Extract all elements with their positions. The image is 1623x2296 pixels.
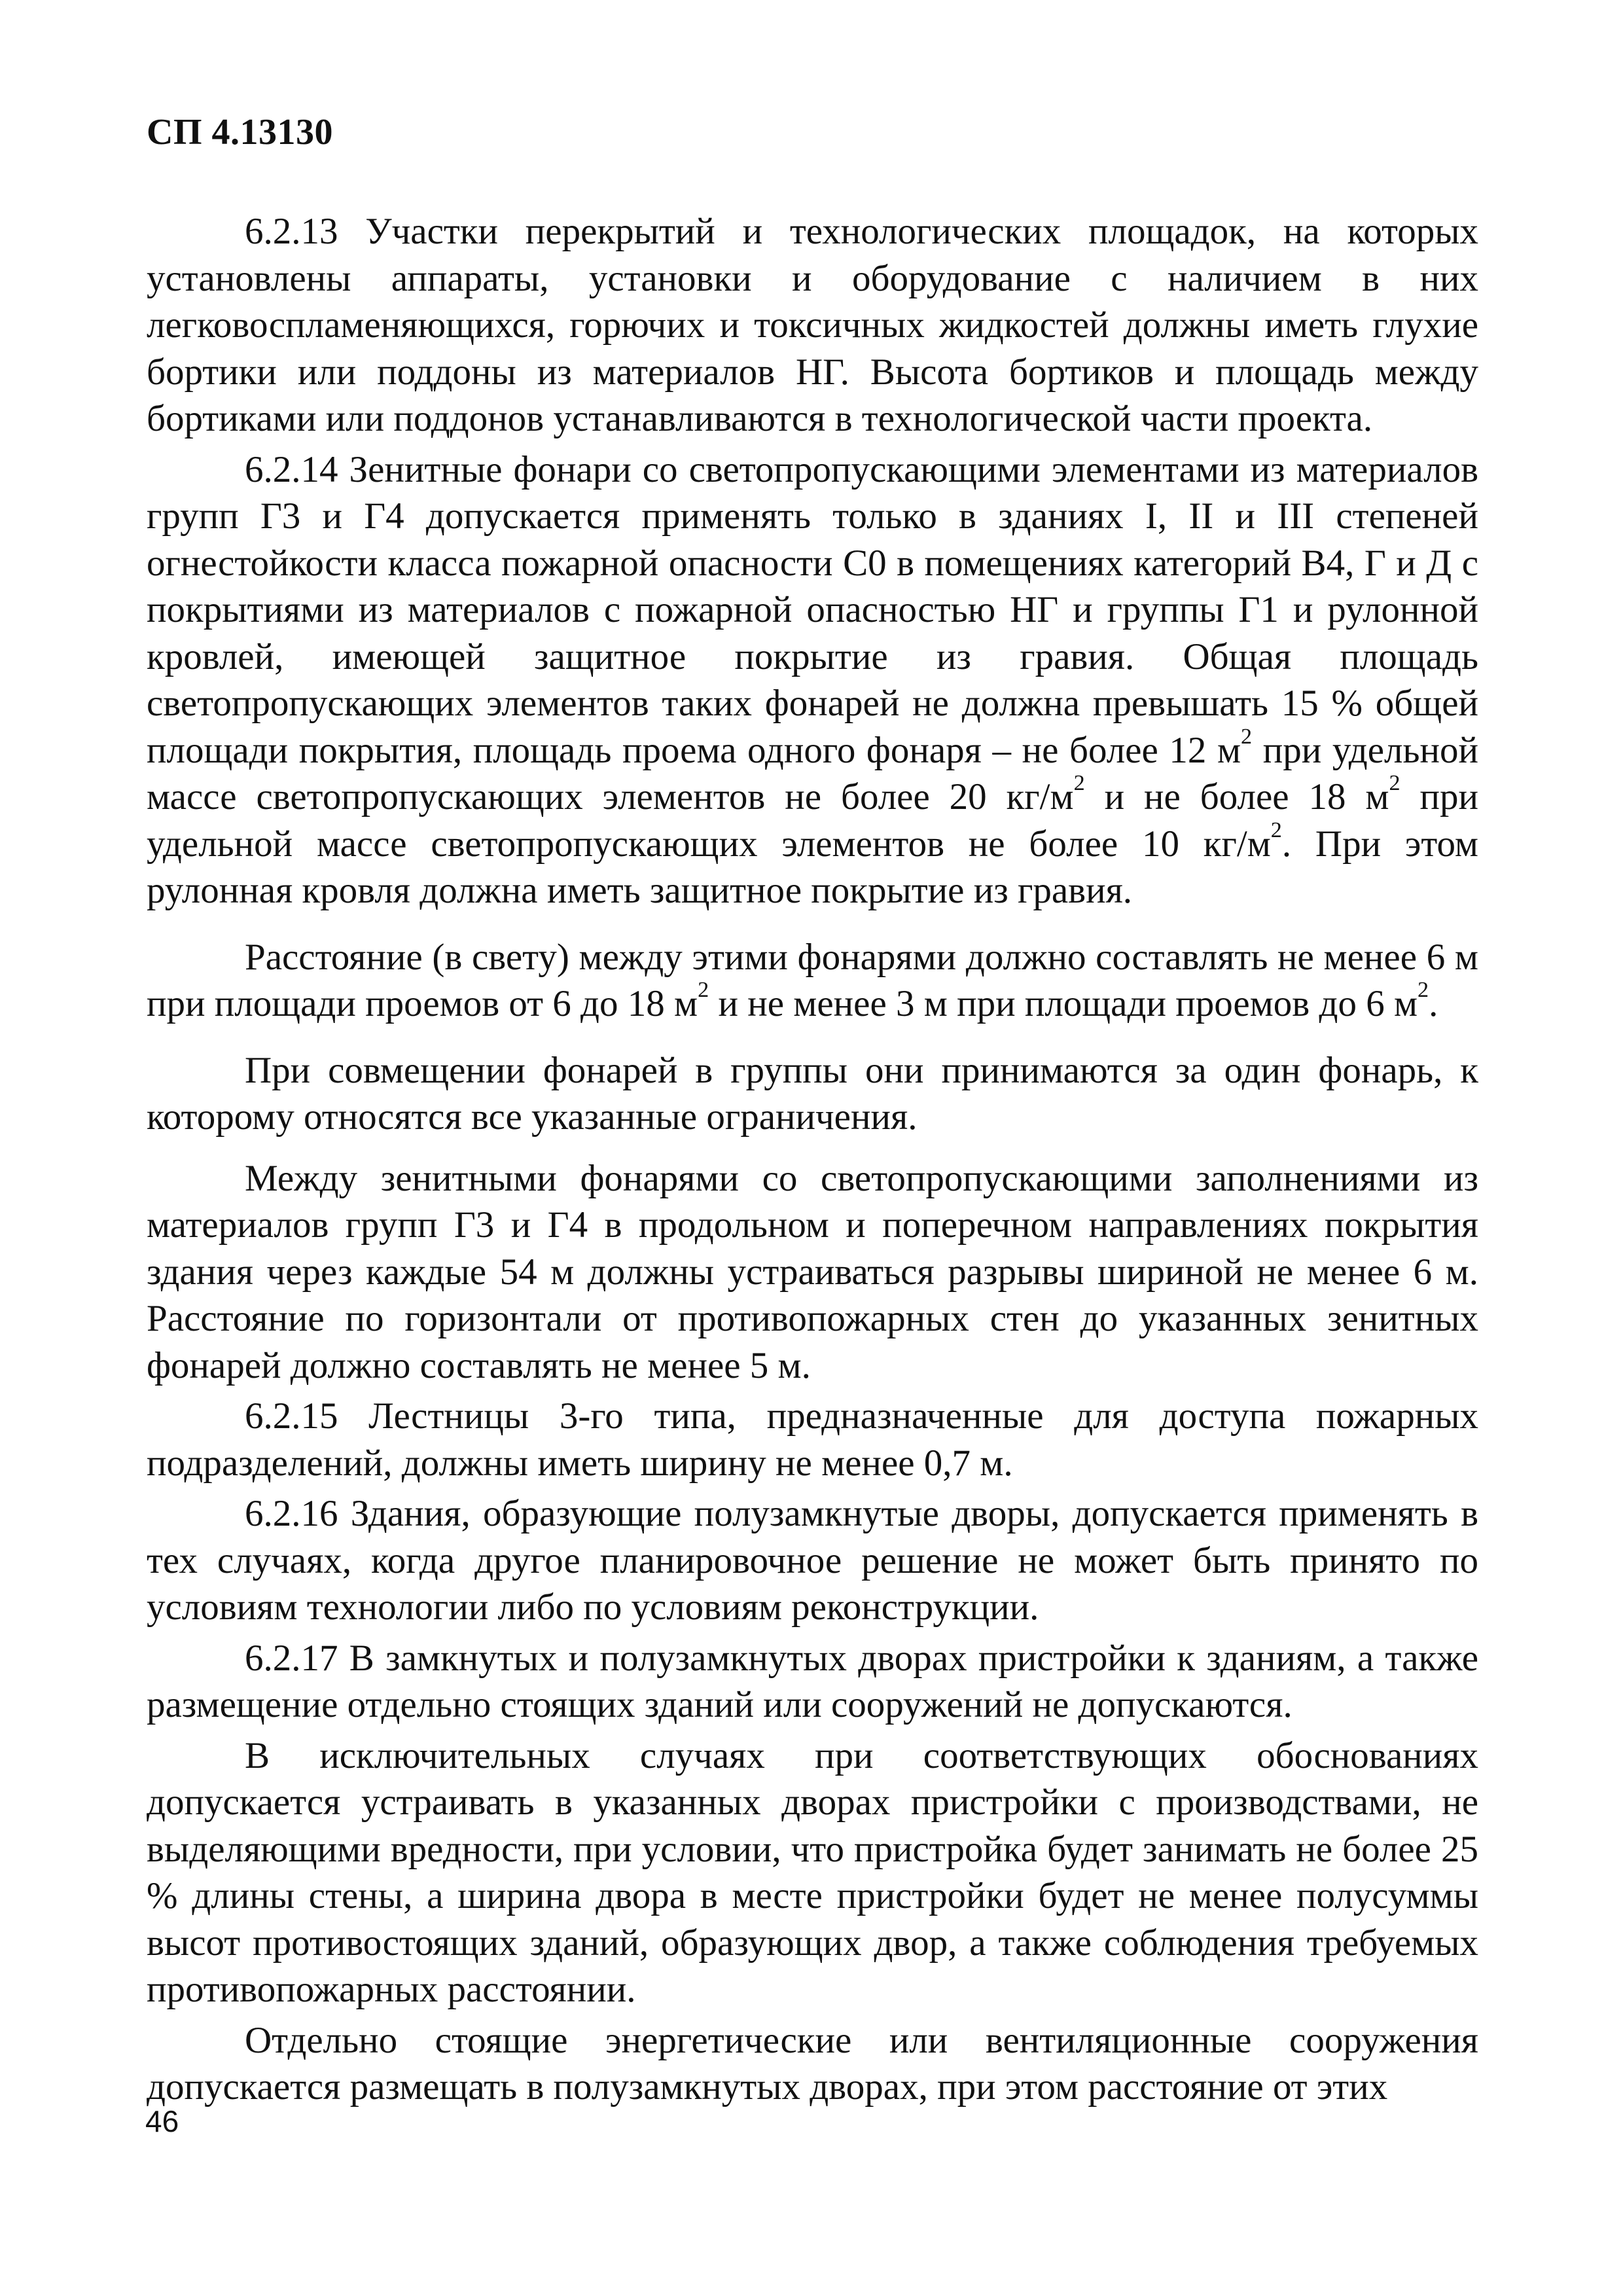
clause-6-2-16: 6.2.16 Здания, образующие полузамкнутые дворы, допускается применять в тех случаях, когда другое планировочное решение не может быть принято по условиям технологии либо по условиям реконструкции. [147,1493,1478,1628]
clause-6-2-14-text-e: . При этом рулонная кровля должна иметь защитное покрытие из гравия. [147,823,1478,911]
clause-6-2-15: 6.2.15 Лестницы 3-го типа, предназначенные для доступа пожарных подразделений, должны иметь ширину не менее 0,7 м. [147,1395,1478,1484]
superscript-2: 2 [1389,770,1400,795]
lantern-distance-text-a: Расстояние (в свету) между этими фонарями должно составлять не менее 6 м при площади проемов от 6 до 18 м [147,936,1478,1024]
clause-6-2-17: 6.2.17 В замкнутых и полузамкнутых дворах пристройки к зданиям, а также размещение отдельно стоящих зданий или сооружений не допускаются. [147,1637,1478,1725]
lantern-distance-text-b: и не менее 3 м при площади проемов до 6 м [709,983,1418,1024]
exceptional-cases-paragraph: В исключительных случаях при соответствующих обоснованиях допускается устраивать в указанных дворах пристройки с производствами, не выделяющими вредности, при условии, что пристройка будет занимать не более 25 % длины стены, а ширина двора в месте пристройки будет не менее полусуммы высот противостоящих зданий, образующих двор, а также соблюдения требуемых противопожарных расстоянии. [147,1734,1478,2010]
clause-6-2-14-text-b: при удельной массе светопропускающих элементов не более 20 кг/м [147,729,1478,817]
lantern-grouping-paragraph: При совмещении фонарей в группы они принимаются за один фонарь, к которому относятся все указанные ограничения. [147,1049,1478,1138]
clause-6-2-14-text-c: и не более 18 м [1084,776,1389,817]
clause-6-2-14-text-a: 6.2.14 Зенитные фонари со светопропускающими элементами из материалов групп Г3 и Г4 допускается применять только в зданиях I, II и III степеней огнестойкости класса пожарной опасности С0 в помещениях категорий В4, Г и Д с покрытиями из материалов с пожарной опасностью НГ и группы Г1 и рулонной кровлей, имеющей защитное покрытие из гравия. Общая площадь светопропускающих элементов таких фонарей не должна превышать 15 % общей площади покрытия, площадь проема одного фонаря – не более 12 м [147,448,1478,771]
superscript-2: 2 [1270,817,1282,842]
superscript-2: 2 [1073,770,1085,795]
superscript-2: 2 [698,977,709,1002]
clause-6-2-14-text-d: при удельной массе светопропускающих элементов не более 10 кг/м [147,776,1478,865]
lantern-gaps-paragraph: Между зенитными фонарями со светопропускающими заполнениями из материалов групп Г3 и Г4 в продольном и поперечном направлениях покрытия здания через каждые 54 м должны устраиваться разрывы шириной не менее 6 м. Расстояние по горизонтали от противопожарных стен до указанных зенитных фонарей должно составлять не менее 5 м. [147,1157,1478,1386]
document-body [147,208,1478,2111]
lantern-distance-paragraph [147,934,1478,1028]
detached-structures-paragraph: Отдельно стоящие энергетические или вентиляционные сооружения допускается размещать в полузамкнутых дворах, при этом расстояние от этих [147,2019,1478,2108]
clause-6-2-14 [147,446,1478,914]
superscript-2: 2 [1418,977,1429,1002]
lantern-distance-text-c: . [1429,983,1438,1024]
document-code-header: СП 4.13130 [147,112,333,152]
clause-6-2-13: 6.2.13 Участки перекрытий и технологических площадок, на которых установлены аппараты, установки и оборудование с наличием в них легковоспламеняющихся, горючих и токсичных жидкостей должны иметь глухие бортики или поддоны из материалов НГ. Высота бортиков и площадь между бортиками или поддонов устанавливаются в технологической части проекта. [147,211,1478,439]
page-number: 46 [145,2104,179,2138]
superscript-2: 2 [1241,724,1253,749]
